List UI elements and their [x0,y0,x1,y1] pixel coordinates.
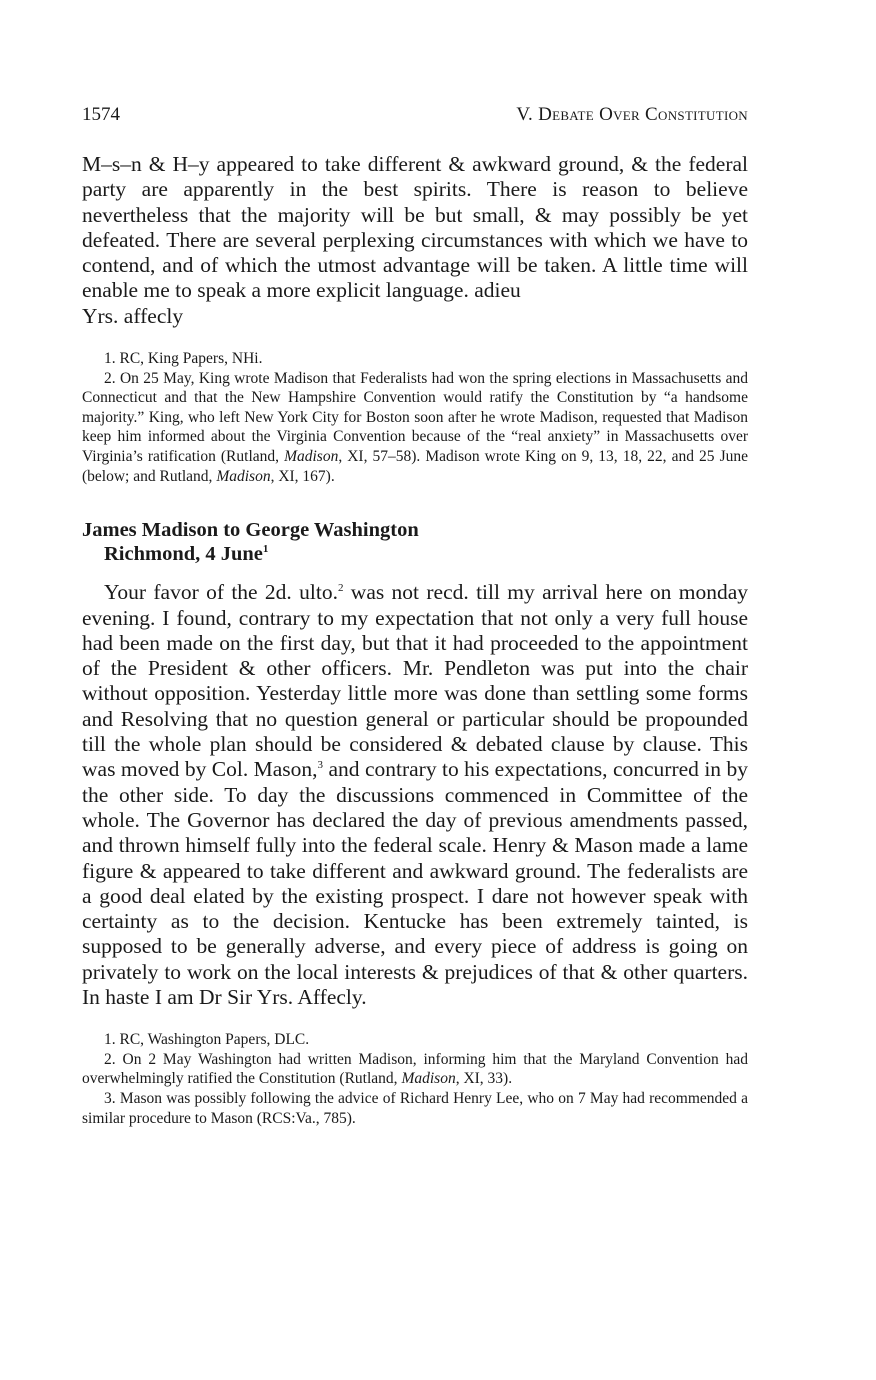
closing-paragraph: M–s–n & H–y appeared to take different & awkward ground, & the federal party are apparently in the best spirits. There is reason to believe nevertheless that the majority will be but small, & may possibly be yet defeated. There are several perplexing circumstances with which we have to contend, and of which the utmost advantage will be taken. A little time will enable me to speak a more explicit language. adieu [82,152,748,303]
dateline-text: Richmond, 4 June [104,543,263,566]
letter-heading-dateline [82,542,748,566]
note-ref: 3 [317,759,324,772]
preceding-letter-closing [82,152,748,329]
footnote-1: 1. RC, King Papers, NHi. [104,350,263,368]
footnote-1: 1. RC, Washington Papers, DLC. [104,1031,310,1049]
letter-text: Your favor of the 2d. ulto. [104,580,338,605]
footnote-text: 2. On 2 May Washington had written Madison, informing him that the Maryland Convention had overwhelmingly ratified the Constitution (Rutland, [82,1050,748,1088]
document-page [82,104,748,1128]
running-head [82,104,748,132]
note-ref: 2 [337,582,344,595]
footnote-text: , XI, 167). [270,467,335,485]
footnote-2 [82,1050,748,1089]
footnote-3: 3. Mason was possibly following the advice of Richard Henry Lee, who on 7 May had recommended a similar procedure to Mason (RCS:Va., 785). [82,1090,748,1127]
letter-text: and contrary to his expectations, concurred in by the other side. To day the discussions commenced in Committee of the whole. The Governor has declared the day of previous amendments passed, and thrown himself fully into the federal scale. Henry & Mason made a lame figure & appeared to take different and awkward ground. The federalists are a good deal elated by the existing prospect. I dare not however speak with certainty as to the decision. Kentucke has been extremely tainted, is supposed to be generally adverse, and every piece of address is going on privately to work on the local interests & prejudices of that & other quarters. In haste I am Dr Sir Yrs. Affecly. [82,757,748,1009]
preceding-letter-notes [82,349,748,486]
letter-body [82,580,748,1010]
footnote-2 [82,369,748,487]
page-number: 1574 [82,104,120,125]
footnote-title-italic: Madison [216,467,271,485]
footnote-title-italic: Madison [284,448,339,466]
letter-text: was not recd. till my arrival here on monday evening. I found, contrary to my expectation that not only a very full house had been made on the first day, but that it had proceeded to the appointment of the President & other officers. Mr. Pendleton was put into the chair without opposition. Yesterday little more was done than settling some forms and Resolving that no question general or particular should be propounded till the whole plan should be considered & debated clause by clause. This was moved by Col. Mason, [82,580,748,782]
footnote-text: 2. On 25 May, King wrote Madison that Federalists had won the spring elections in Massachusetts and Connecticut and that the New Hampshire Convention would ratify the Constitution by “a handsome majority.” King, who left New York City for Boston soon after he wrote Madison, requested that Madison keep him informed about the Virginia Convention because of the “real anxiety” in Massachusetts over Virginia’s ratification (Rutland, [82,369,748,466]
signoff: Yrs. affecly [82,303,184,328]
note-ref: 1 [262,543,269,556]
footnote-text: , XI, 33). [455,1070,513,1088]
footnote-title-italic: Madison [401,1070,456,1088]
running-title: V. Debate Over Constitution [516,104,748,125]
footnote-text: , XI, 57–58). Madison wrote King on 9, 13, 18, 22, and 25 June (below; and Rutland, [82,448,748,485]
letter-notes [82,1030,748,1128]
letter-heading-title: James Madison to George Washington [82,519,419,542]
letter-heading [82,518,748,566]
